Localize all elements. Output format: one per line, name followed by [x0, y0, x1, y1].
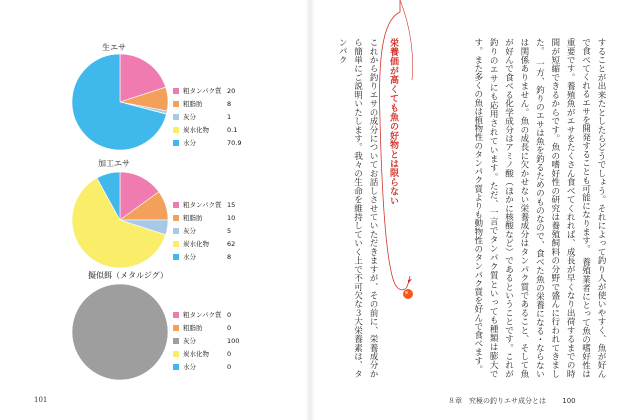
legend-value: 0 — [227, 311, 232, 319]
legend-swatch — [173, 312, 179, 318]
pie-chart-raw-bait — [70, 42, 300, 147]
legend-item — [173, 112, 313, 122]
chapter-title: ８章 究極の釣りエサ成分とは — [448, 397, 546, 405]
legend-swatch — [173, 364, 179, 370]
legend-item — [173, 200, 313, 210]
legend-swatch — [173, 202, 179, 208]
pie-slice — [72, 284, 168, 380]
page-number-right: 100 — [562, 397, 576, 405]
legend-value: 62 — [227, 240, 236, 248]
legend-swatch — [173, 215, 179, 221]
pie-chart-processed-bait — [70, 158, 300, 270]
legend-label: 灰分 — [183, 227, 196, 235]
legend-item — [173, 336, 313, 346]
legend-value: 0.1 — [227, 126, 238, 134]
legend-label: 灰分 — [183, 337, 196, 345]
legend-label: 炭水化物 — [183, 126, 209, 134]
legend-swatch — [173, 101, 179, 107]
legend-item — [173, 310, 313, 320]
legend-label: 水分 — [183, 363, 196, 371]
legend-value: 10 — [227, 214, 236, 222]
legend-item — [173, 213, 313, 223]
legend-value: 15 — [227, 201, 236, 209]
legend-value: 1 — [227, 113, 232, 121]
chart-title: 加工エサ — [98, 159, 130, 168]
legend-item — [173, 226, 313, 236]
running-head — [448, 396, 576, 406]
legend-label: 粗タンパク質 — [183, 87, 222, 95]
legend-label: 粗脂肪 — [183, 214, 203, 222]
legend-swatch — [173, 241, 179, 247]
body-text-main: することが出来たとしたらどうでしょう。それによって釣り人が使いやすく、魚が好んで食べてくれるエサを開発することも可能になります。 養殖業者にとって魚の嗜好性は重要です。養殖魚がエサをたくさん食べてくれれば、成長が早くなり出荷するまでの時間が短縮できるからです。魚の嗜好性の研究は養殖飼料の分野で盛んに行われてきました。 一方、釣りのエサは魚を釣るためのものなので、食べた魚の栄養になる・ならないは関係ありません。魚の成長に欠かせない栄養成分はタンパク質であること、そして魚が好んで食べる化学成分はアミノ酸（ほかに核酸など）であるということです。これが釣りのエサにも応用されています。ただ、一言でタンパク質といっても種類は膨大です。また多くの魚は植物性のタンパク質よりも動物性のタンパク質を好んで食べます。 — [472, 38, 606, 378]
legend-value: 0 — [227, 324, 232, 332]
legend-value: 5 — [227, 227, 232, 235]
legend-item — [173, 252, 313, 262]
legend-swatch — [173, 114, 179, 120]
legend-swatch — [173, 88, 179, 94]
legend-swatch — [173, 228, 179, 234]
legend-label: 炭水化物 — [183, 350, 209, 358]
pie-chart-svg — [70, 170, 170, 270]
legend-label: 粗脂肪 — [183, 324, 203, 332]
body-text-continued: これから釣りエサの成分についてお話しさせていただきますが、その前に、栄養成分から簡単にご説明いたします。我々の生命を維持していく上で不可欠な３大栄養素は、タンパク — [337, 38, 378, 378]
legend-swatch — [173, 140, 179, 146]
legend-item — [173, 349, 313, 359]
legend-swatch — [173, 351, 179, 357]
chart-title: 生エサ — [102, 43, 126, 52]
legend-value: 20 — [227, 87, 236, 95]
legend-item — [173, 323, 313, 333]
legend-label: 粗タンパク質 — [183, 311, 222, 319]
legend-label: 粗脂肪 — [183, 100, 203, 108]
legend-item — [173, 125, 313, 135]
legend-label: 炭水化物 — [183, 240, 209, 248]
legend-swatch — [173, 254, 179, 260]
legend-value: 0 — [227, 350, 232, 358]
legend-label: 水分 — [183, 139, 196, 147]
legend-label: 灰分 — [183, 113, 196, 121]
legend-value: 70.9 — [227, 139, 242, 147]
legend-value: 100 — [227, 337, 240, 345]
chart-title: 擬似餌（メタルジグ） — [88, 271, 168, 280]
legend-value: 8 — [227, 100, 232, 108]
legend-item — [173, 99, 313, 109]
legend-swatch — [173, 325, 179, 331]
legend-value: 0 — [227, 363, 232, 371]
legend-swatch — [173, 338, 179, 344]
legend-item — [173, 138, 313, 148]
page-number-left: 101 — [34, 396, 48, 404]
section-heading: 栄養価が高くても魚の好物とは限らない — [388, 38, 398, 206]
pie-chart-svg — [70, 52, 170, 152]
legend-item — [173, 86, 313, 96]
legend-label: 水分 — [183, 253, 196, 261]
legend-label: 粗タンパク質 — [183, 201, 222, 209]
legend-item — [173, 362, 313, 372]
legend-value: 8 — [227, 253, 232, 261]
legend-item — [173, 239, 313, 249]
legend-swatch — [173, 127, 179, 133]
pie-chart-svg — [70, 282, 170, 382]
pie-chart-metal-jig — [70, 270, 300, 382]
